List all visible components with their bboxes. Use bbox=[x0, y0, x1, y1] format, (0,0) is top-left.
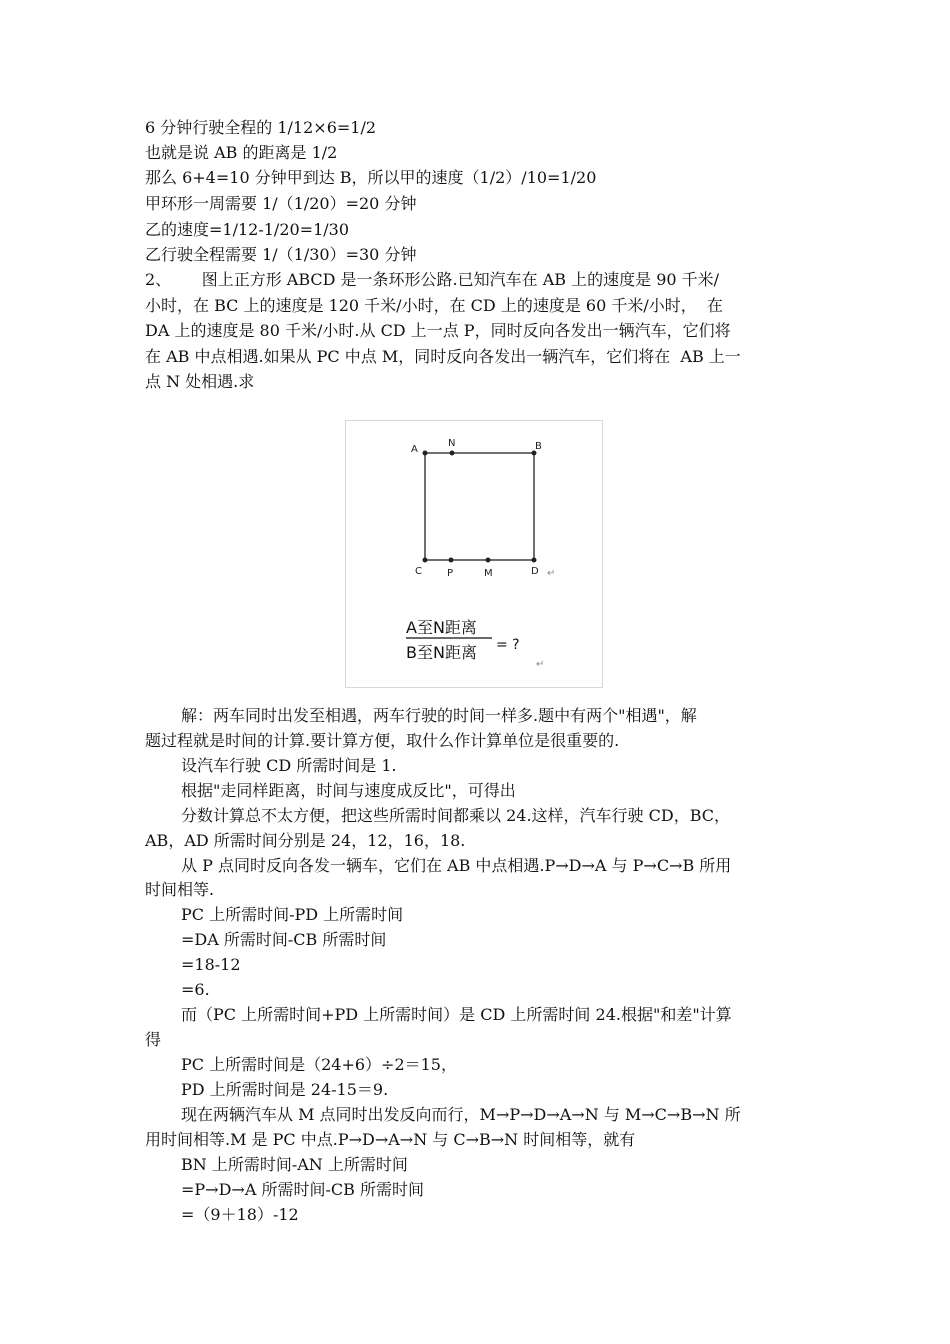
solution-line: PC 上所需时间是（24+6）÷2＝15， bbox=[181, 1055, 457, 1074]
label-a: A bbox=[411, 444, 418, 455]
solution-line: =P→D→A 所需时间-CB 所需时间 bbox=[181, 1180, 424, 1199]
label-b: B bbox=[535, 441, 542, 452]
point-c bbox=[423, 558, 428, 563]
solution-line: 用时间相等.M 是 PC 中点.P→D→A→N 与 C→B→N 时间相等，就有 bbox=[145, 1130, 636, 1149]
ratio-equals: = ? bbox=[496, 637, 520, 653]
solution-line: PC 上所需时间-PD 上所需时间 bbox=[181, 905, 404, 924]
solution-line: =（9＋18）-12 bbox=[181, 1205, 299, 1224]
solution-line: 现在两辆汽车从 M 点同时出发反向而行，M→P→D→A→N 与 M→C→B→N 所 bbox=[181, 1105, 741, 1124]
problem-line: 小时，在 BC 上的速度是 120 千米/小时，在 CD 上的速度是 60 千米/小时， 在 bbox=[145, 296, 723, 315]
solution-line: 得 bbox=[145, 1030, 162, 1049]
solution-line: PD 上所需时间是 24-15＝9. bbox=[181, 1080, 389, 1099]
return-mark: ↵ bbox=[536, 659, 545, 670]
point-d bbox=[532, 558, 537, 563]
point-p bbox=[449, 558, 454, 563]
label-d: D bbox=[531, 566, 539, 577]
square-abcd bbox=[425, 453, 534, 560]
solution-line: 从 P 点同时反向各发一辆车，它们在 AB 中点相遇.P→D→A 与 P→C→B 所用 bbox=[181, 856, 732, 875]
square-road-figure bbox=[345, 420, 603, 688]
label-p: P bbox=[447, 568, 454, 579]
solution-line: 时间相等. bbox=[145, 880, 215, 899]
point-a bbox=[423, 451, 428, 456]
solution-line: =DA 所需时间-CB 所需时间 bbox=[181, 930, 387, 949]
point-m bbox=[486, 558, 491, 563]
label-n: N bbox=[448, 438, 456, 449]
solution-line: =6. bbox=[181, 980, 210, 999]
solution-line: =18-12 bbox=[181, 955, 241, 974]
solution-line: BN 上所需时间-AN 上所需时间 bbox=[181, 1155, 408, 1174]
solution-line: AB，AD 所需时间分别是 24，12，16，18. bbox=[145, 831, 466, 850]
problem-line: 点 N 处相遇.求 bbox=[145, 372, 255, 391]
ratio-denominator: B至N距离 bbox=[406, 643, 477, 662]
return-mark: ↵ bbox=[547, 568, 556, 579]
text-line: 6 分钟行驶全程的 1/12×6=1/2 bbox=[145, 118, 377, 137]
solution-line: 而（PC 上所需时间+PD 上所需时间）是 CD 上所需时间 24.根据"和差"计算 bbox=[181, 1005, 732, 1024]
problem-line: 在 AB 中点相遇.如果从 PC 中点 M，同时反向各发出一辆汽车，它们将在 AB 上一 bbox=[145, 347, 741, 366]
figure-svg bbox=[346, 421, 604, 689]
point-n bbox=[450, 451, 455, 456]
solution-line: 分数计算总不太方便，把这些所需时间都乘以 24.这样，汽车行驶 CD，BC， bbox=[181, 806, 730, 825]
text-line: 也就是说 AB 的距离是 1/2 bbox=[145, 143, 338, 162]
problem-line: 2、 图上正方形 ABCD 是一条环形公路.已知汽车在 AB 上的速度是 90 千米/ bbox=[145, 270, 720, 289]
solution-line: 解：两车同时出发至相遇，两车行驶的时间一样多.题中有两个"相遇"，解 bbox=[181, 706, 697, 725]
solution-line: 设汽车行驶 CD 所需时间是 1. bbox=[181, 756, 397, 775]
text-line: 甲环形一周需要 1/（1/20）=20 分钟 bbox=[145, 194, 417, 213]
ratio-numerator: A至N距离 bbox=[406, 618, 477, 637]
solution-line: 题过程就是时间的计算.要计算方便，取什么作计算单位是很重要的. bbox=[145, 731, 620, 750]
text-line: 乙的速度=1/12-1/20=1/30 bbox=[145, 220, 350, 239]
text-line: 乙行驶全程需要 1/（1/30）=30 分钟 bbox=[145, 245, 417, 264]
solution-line: 根据"走同样距离，时间与速度成反比"，可得出 bbox=[181, 781, 516, 800]
text-line: 那么 6+4=10 分钟甲到达 B，所以甲的速度（1/2）/10=1/20 bbox=[145, 168, 597, 187]
problem-line: DA 上的速度是 80 千米/小时.从 CD 上一点 P，同时反向各发出一辆汽车，它们将 bbox=[145, 321, 731, 340]
label-m: M bbox=[484, 568, 493, 579]
label-c: C bbox=[415, 566, 422, 577]
